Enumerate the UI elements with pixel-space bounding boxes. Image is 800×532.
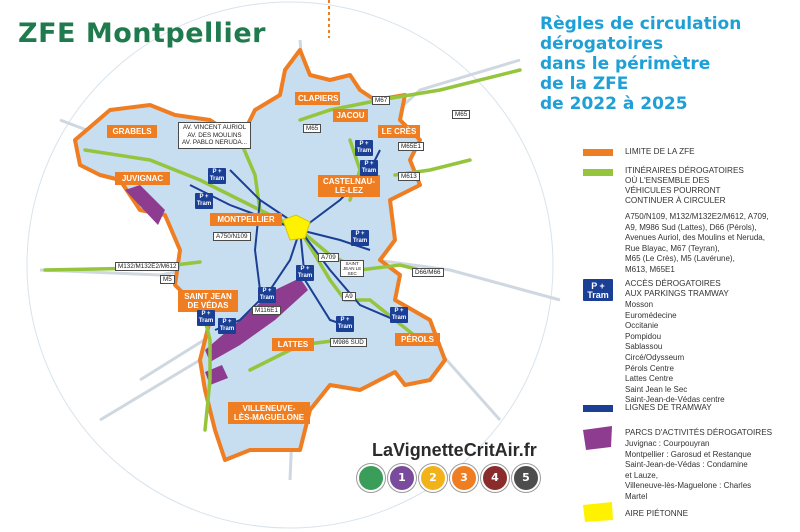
- heading-line: de 2022 à 2025: [540, 94, 688, 114]
- ptram-marker: [208, 168, 226, 184]
- town-saint-jean: SAINT JEAN DE VÉDAS: [178, 290, 238, 312]
- road-d66: D66/M66: [412, 268, 444, 277]
- heading-line: dérogatoires: [540, 34, 664, 54]
- legend-tram-swatch: [583, 405, 613, 412]
- ptram-marker: [360, 160, 378, 176]
- road-m116e1: M116E1: [252, 306, 281, 315]
- road-a9: A9: [342, 292, 356, 301]
- ptram-swatch-line: Tram: [587, 290, 609, 300]
- ptram-line: Tram: [297, 273, 313, 279]
- avenues-label: AV. VINCENT AURIOL AV. DES MOULINS AV. PABLO NERUDA...: [178, 122, 251, 149]
- town-grabels: GRABELS: [107, 125, 157, 138]
- ptram-marker: [351, 230, 369, 246]
- ptram-marker: [258, 287, 276, 303]
- road-m65e1: M65E1: [398, 142, 424, 151]
- town-castelnau: CASTELNAU- LE-LEZ: [318, 175, 380, 197]
- ptram-line: P +: [359, 141, 369, 147]
- rules-heading: [540, 14, 790, 114]
- critair-sticker-2: [419, 464, 447, 492]
- critair-sticker-3: [450, 464, 478, 492]
- site-name: LaVignetteCritAir.fr: [372, 440, 537, 460]
- critair-sticker-1: [388, 464, 416, 492]
- heading-line: dans le périmètre: [540, 54, 711, 74]
- ptram-line: P +: [340, 317, 350, 323]
- ptram-line: P +: [355, 231, 365, 237]
- legend-activity-swatch: [583, 426, 612, 450]
- ptram-line: P +: [394, 308, 404, 314]
- town-villeneuve: VILLENEUVE- LÈS-MAGUELONE: [228, 402, 310, 424]
- sticker-label: 3: [460, 471, 468, 484]
- ptram-line: P +: [364, 161, 374, 167]
- road-m65-top: M65: [452, 110, 470, 119]
- town-juvignac: JUVIGNAC: [115, 172, 170, 185]
- legend-zfe-label: LIMITE DE LA ZFE: [625, 147, 695, 156]
- ptram-marker: [197, 310, 215, 326]
- dashed-guide: [328, 0, 330, 38]
- ptram-line: P +: [199, 194, 209, 200]
- sticker-label: 4: [491, 471, 499, 484]
- town-lecres: LE CRÈS: [378, 125, 420, 138]
- critair-sticker-5: [512, 464, 540, 492]
- legend-tram-label: LIGNES DE TRAMWAY: [625, 403, 712, 412]
- sticker-label: 5: [522, 471, 530, 484]
- road-a750: A750/N109: [213, 232, 251, 241]
- ptram-marker: [336, 316, 354, 332]
- town-jacou: JACOU: [333, 109, 368, 122]
- ptram-marker: [195, 193, 213, 209]
- sticker-label: 2: [429, 471, 437, 484]
- legend-zfe-swatch: [583, 149, 613, 156]
- ptram-line: Tram: [198, 318, 214, 324]
- legend-itineraries-desc: A750/N109, M132/M132E2/M612, A709, A9, M986 Sud (Lattes), D66 (Pérols), Avenues Auriol, des Moulins et Neruda, Rue Blayac, M67 (Teyran), M65 (Le Crès), M5 (Lavérune), M613, M65E1: [625, 212, 769, 274]
- legend-itineraries-title: ITINÉRAIRES DÉROGATOIRES OÙ L'ENSEMBLE DES VÉHICULES POURRONT CONTINUER À CIRCULER: [625, 166, 744, 205]
- ptram-line: P +: [222, 319, 232, 325]
- sticker-label: 1: [398, 471, 406, 484]
- town-clapiers: CLAPIERS: [295, 92, 340, 105]
- road-airport: SAINT JEAN LE SEC: [340, 260, 364, 277]
- ptram-line: Tram: [209, 176, 225, 182]
- road-m132: M132/M132E2/M612: [115, 262, 179, 271]
- ptram-line: Tram: [352, 238, 368, 244]
- ptram-marker: [296, 265, 314, 281]
- road-m613: M613: [398, 172, 420, 181]
- town-perols: PÉROLS: [395, 333, 440, 346]
- critair-stickers: [357, 464, 557, 494]
- ptram-marker: [390, 307, 408, 323]
- ptram-swatch-line: P +: [591, 281, 605, 291]
- town-montpellier: MONTPELLIER: [210, 213, 282, 226]
- heading-line: Règles de circulation: [540, 14, 742, 34]
- legend-ptram-swatch: [583, 279, 613, 301]
- critair-sticker-green: [357, 464, 385, 492]
- heading-line: de la ZFE: [540, 74, 629, 94]
- road-m986: M986 SUD: [330, 338, 367, 347]
- ptram-line: Tram: [196, 201, 212, 207]
- ptram-line: P +: [201, 311, 211, 317]
- page-title: ZFE Montpellier: [18, 18, 266, 49]
- road-m67: M67: [372, 96, 390, 105]
- ptram-line: Tram: [361, 168, 377, 174]
- ptram-marker: [218, 318, 236, 334]
- legend-pedestrian-label: AIRE PIÉTONNE: [625, 509, 689, 518]
- legend-activities-desc: Juvignac : Courpouyran Montpellier : Garosud et Restanque Saint-Jean-de-Védas : Condamine et Lauze, Villeneuve-lès-Maguelone : Charles Martel: [625, 439, 752, 501]
- ptram-line: Tram: [259, 295, 275, 301]
- road-m65: M65: [303, 124, 321, 133]
- ptram-line: Tram: [356, 148, 372, 154]
- ptram-line: Tram: [337, 324, 353, 330]
- road-m5: M5: [160, 275, 175, 284]
- legend-pedestrian-swatch: [583, 502, 613, 522]
- critair-sticker-4: [481, 464, 509, 492]
- ptram-line: P +: [212, 169, 222, 175]
- legend-itinerary-swatch: [583, 169, 613, 176]
- legend-parkings-title: ACCÈS DÉROGATOIRES AUX PARKINGS TRAMWAY: [625, 279, 729, 298]
- ptram-line: Tram: [219, 326, 235, 332]
- ptram-line: Tram: [391, 315, 407, 321]
- town-lattes: LATTES: [272, 338, 314, 351]
- ptram-line: P +: [262, 288, 272, 294]
- ptram-marker: [355, 140, 373, 156]
- road-a709: A709: [318, 253, 339, 262]
- ptram-line: P +: [300, 266, 310, 272]
- legend-parkings-desc: Mosson Euromédecine Occitanie Pompidou Sablassou Circé/Odysseum Pérols Centre Lattes Centre Saint Jean le Sec Saint-Jean-de-Védas centre: [625, 300, 725, 405]
- legend-activities-title: PARCS D'ACTIVITÉS DÉROGATOIRES: [625, 428, 773, 437]
